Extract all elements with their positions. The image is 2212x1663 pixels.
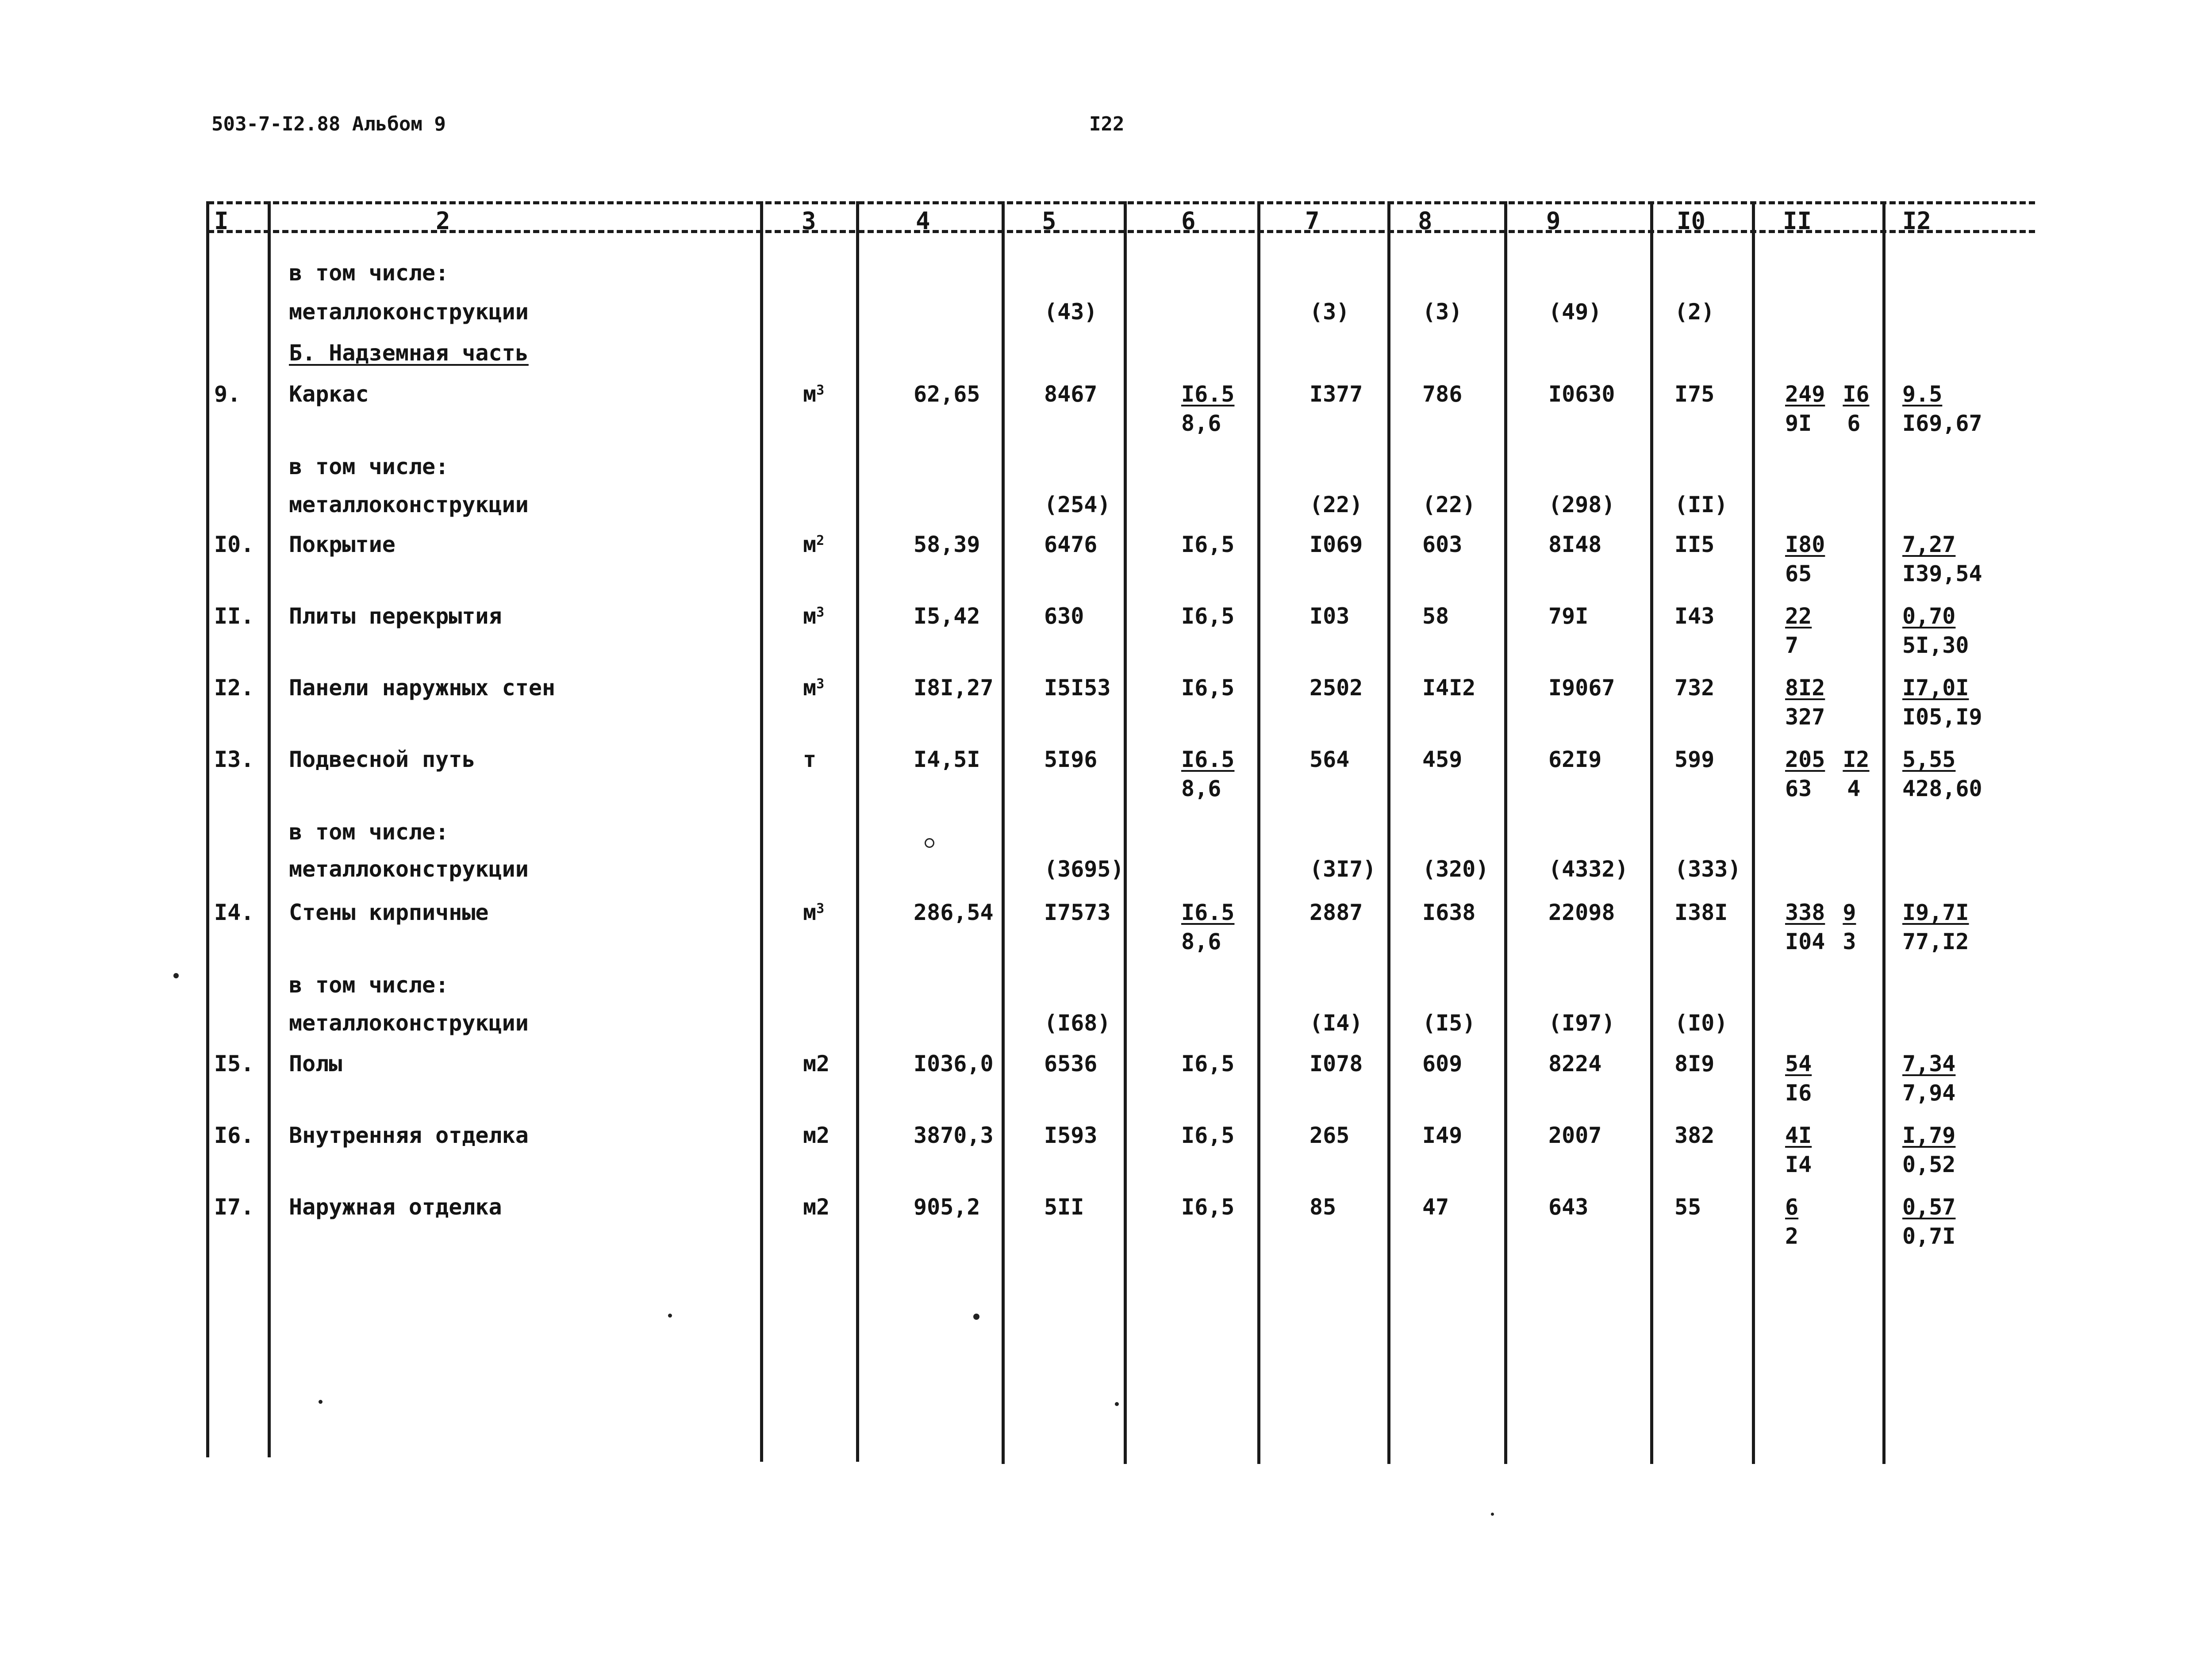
cell-unit: $м^2$ [803,532,825,557]
scan-speck [1115,1402,1119,1406]
cell-col10: (2) [1674,299,1715,325]
column-divider [1257,201,1260,1464]
cell-col10: I75 [1674,381,1715,407]
cell-col8: I49 [1422,1123,1463,1148]
cell-unit: $м^3$ [803,900,825,925]
cell-unit: м2 [803,1123,830,1148]
row-description: Панели наружных стен [289,675,556,701]
cell-col5: I5I53 [1044,675,1111,701]
cell-col9: 8224 [1548,1051,1602,1077]
cell-col4: 3870,3 [914,1123,994,1148]
cell-col7: (3) [1310,299,1350,325]
document-code: 503-7-I2.88 Альбом 9 [211,113,446,135]
page-number: I22 [1089,113,1125,135]
cell-col8: 786 [1422,381,1463,407]
scan-speck [973,1314,979,1320]
cell-col11: $\frac{6}{2}$ [1785,1194,1799,1249]
cell-col7: (22) [1310,492,1363,517]
cell-col11: 205 I2 63 4 [1785,747,1870,801]
cell-col12: $\frac{7,34}{7,94}$ [1902,1051,1956,1106]
cell-col9: (I97) [1548,1010,1615,1036]
column-number: 3 [802,207,816,235]
cell-col4: I4,5I [914,747,980,772]
cell-col10: (I0) [1674,1010,1728,1036]
cell-col5: I593 [1044,1123,1098,1148]
cell-col8: I638 [1422,900,1476,925]
column-divider [1882,201,1886,1464]
scan-speck [925,838,934,848]
cell-col7: I377 [1310,381,1363,407]
column-divider [1504,201,1507,1464]
cell-col6: $\frac{I6.5}{8,6}$ [1181,900,1235,954]
column-divider [856,201,859,1462]
column-number: 2 [436,207,450,235]
cell-col12: $\frac{5,55}{428,60}$ [1902,747,1982,801]
cell-col6: $\frac{I6.5}{8,6}$ [1181,381,1235,436]
column-number: 5 [1042,207,1056,235]
column-divider [1650,201,1653,1464]
cell-col8: 459 [1422,747,1463,772]
cell-col12: $\frac{9.5}{I69,67}$ [1902,381,1982,436]
cell-col12: $\frac{I9,7I}{77,I2}$ [1902,900,1969,954]
cell-col5: I7573 [1044,900,1111,925]
cell-col6: I6,5 [1181,1051,1235,1077]
scan-speck [668,1314,672,1318]
cell-col9: 22098 [1548,900,1615,925]
cell-col5: 6476 [1044,532,1098,557]
column-number: I2 [1902,207,1932,235]
cell-col9: 2007 [1548,1123,1602,1148]
cell-col11: $\frac{54}{I6}$ [1785,1051,1812,1106]
row-description: Каркас [289,381,369,407]
cell-col4: I036,0 [914,1051,994,1077]
row-description: Подвесной путь [289,747,476,772]
cell-col6: $\frac{I6.5}{8,6}$ [1181,747,1235,801]
column-divider [760,201,763,1462]
row-number: I4. [214,900,254,925]
cell-col11: $\frac{I80}{65}$ [1785,532,1825,586]
row-description: в том числе: [289,454,449,479]
cell-col12: $\frac{0,70}{5I,30}$ [1902,603,1969,658]
cell-col5: (254) [1044,492,1111,517]
cell-col7: 2887 [1310,900,1363,925]
column-divider [1124,201,1127,1464]
cell-col11: $\frac{4I}{I4}$ [1785,1123,1812,1177]
cell-col7: I078 [1310,1051,1363,1077]
column-number: I0 [1677,207,1706,235]
row-number: II. [214,603,254,629]
cell-col9: (298) [1548,492,1615,517]
cell-col10: I38I [1674,900,1728,925]
row-description: в том числе: [289,972,449,998]
row-description: металлоконструкции [289,299,529,325]
scan-speck [173,973,179,978]
row-number: 9. [214,381,241,407]
cell-col9: 62I9 [1548,747,1602,772]
cell-col12: $\frac{7,27}{I39,54}$ [1902,532,1982,586]
cell-col11: $\frac{8I2}{327}$ [1785,675,1825,730]
cell-col8: I4I2 [1422,675,1476,701]
cell-col4: 58,39 [914,532,980,557]
table-header-rule [208,230,2035,233]
scan-speck [1491,1513,1494,1516]
cell-unit: м2 [803,1194,830,1220]
cell-col5: 5I96 [1044,747,1098,772]
row-description: Покрытие [289,532,396,557]
cell-col10: 8I9 [1674,1051,1715,1077]
column-number: 7 [1305,207,1320,235]
column-divider [1002,201,1005,1464]
cell-col9: 79I [1548,603,1589,629]
cell-col7: 564 [1310,747,1350,772]
cell-col10: I43 [1674,603,1715,629]
column-divider [1387,201,1390,1464]
cell-col11: 338 9 I04 3 [1785,900,1856,954]
row-description: в том числе: [289,819,449,845]
row-description: металлоконструкции [289,856,529,882]
column-number: 9 [1546,207,1561,235]
cell-col5: 6536 [1044,1051,1098,1077]
cell-col10: (333) [1674,856,1741,882]
row-number: I3. [214,747,254,772]
cell-col10: 732 [1674,675,1715,701]
row-description: металлоконструкции [289,1010,529,1036]
column-number: 4 [916,207,930,235]
cell-col6: I6,5 [1181,1123,1235,1148]
row-description: Наружная отделка [289,1194,502,1220]
cell-col7: I03 [1310,603,1350,629]
column-number: I [214,207,229,235]
column-divider [268,201,271,1457]
column-number: 6 [1181,207,1196,235]
column-number: II [1783,207,1812,235]
cell-col10: 382 [1674,1123,1715,1148]
cell-unit: $м^3$ [803,603,825,629]
cell-col7: 2502 [1310,675,1363,701]
row-number: I6. [214,1123,254,1148]
row-description: Полы [289,1051,342,1077]
column-number: 8 [1418,207,1432,235]
cell-unit: м2 [803,1051,830,1077]
cell-col4: 286,54 [914,900,994,925]
cell-col8: 609 [1422,1051,1463,1077]
cell-col5: 630 [1044,603,1084,629]
cell-col9: I9067 [1548,675,1615,701]
cell-col5: 8467 [1044,381,1098,407]
cell-unit: $м^3$ [803,381,825,407]
section-heading: Б. Надземная часть [289,340,529,366]
cell-col10: II5 [1674,532,1715,557]
cell-unit: т [803,747,817,772]
row-description: Плиты перекрытия [289,603,502,629]
cell-col11: 249 I6 9I 6 [1785,381,1870,436]
cell-col7: I069 [1310,532,1363,557]
cell-col8: 47 [1422,1194,1449,1220]
cell-col12: $\frac{0,57}{0,7I}$ [1902,1194,1956,1249]
cell-col8: (320) [1422,856,1489,882]
cell-col5: (43) [1044,299,1098,325]
scan-speck [319,1400,323,1404]
row-description: в том числе: [289,260,449,286]
row-number: I7. [214,1194,254,1220]
cell-col10: (II) [1674,492,1728,517]
row-description: Внутренняя отделка [289,1123,529,1148]
cell-col8: 58 [1422,603,1449,629]
cell-col4: 905,2 [914,1194,980,1220]
cell-col8: 603 [1422,532,1463,557]
row-number: I2. [214,675,254,701]
cell-col12: $\frac{I7,0I}{I05,I9}$ [1902,675,1982,730]
cell-col6: I6,5 [1181,1194,1235,1220]
cell-col10: 599 [1674,747,1715,772]
cell-col7: (I4) [1310,1010,1363,1036]
column-divider [1752,201,1755,1464]
row-description: Стены кирпичные [289,900,489,925]
cell-col5: (3695) [1044,856,1124,882]
cell-col10: 55 [1674,1194,1701,1220]
cell-col8: (3) [1422,299,1463,325]
table-top-rule [208,201,2035,204]
cell-col9: 643 [1548,1194,1589,1220]
cell-col8: (I5) [1422,1010,1476,1036]
cell-col9: 8I48 [1548,532,1602,557]
column-divider [206,201,209,1457]
cell-col7: 265 [1310,1123,1350,1148]
cell-col11: $\frac{22}{7}$ [1785,603,1812,658]
cell-col9: (49) [1548,299,1602,325]
cell-col4: I5,42 [914,603,980,629]
cell-col9: (4332) [1548,856,1628,882]
cell-col7: (3I7) [1310,856,1376,882]
cell-col5: 5II [1044,1194,1084,1220]
cell-col12: $\frac{I,79}{0,52}$ [1902,1123,1956,1177]
cell-unit: $м^3$ [803,675,825,701]
row-description: металлоконструкции [289,492,529,517]
cell-col8: (22) [1422,492,1476,517]
cell-col9: I0630 [1548,381,1615,407]
cell-col5: (I68) [1044,1010,1111,1036]
row-number: I0. [214,532,254,557]
cell-col4: I8I,27 [914,675,994,701]
cell-col6: I6,5 [1181,675,1235,701]
cell-col6: I6,5 [1181,603,1235,629]
cell-col7: 85 [1310,1194,1336,1220]
row-number: I5. [214,1051,254,1077]
cell-col6: I6,5 [1181,532,1235,557]
cell-col4: 62,65 [914,381,980,407]
